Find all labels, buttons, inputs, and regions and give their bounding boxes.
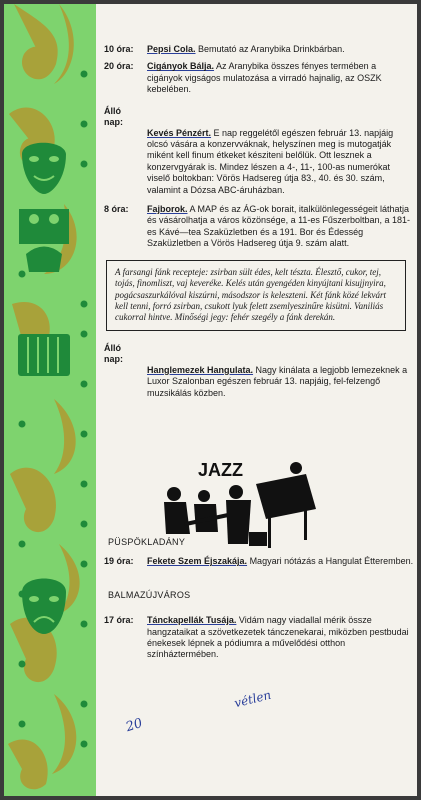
- town-heading: PÜSPÖKLADÁNY: [108, 536, 186, 547]
- list-item: [104, 556, 414, 567]
- ornament-illustration: [4, 4, 96, 796]
- recipe-box: A farsangi fánk recepteje: zsirban sült édes, kelt tészta. Élesztő, cukor, tej, tojás, finomliszt, vaj keveréke. Kelés után gyengéden kinyújtani kisujjnyira, pogácsaszurkálóval kiszúrni, másodszor is keleszteni. Két fánk közé lekvárt kell tenni, forró zsirban, csukott lyuk felett zsemlyeszinűre kisütni. Vaniliás cukorral hintve. Minőségi jegy: fehér szegély a fánk derekán.: [106, 260, 406, 331]
- town-heading: BALMAZÚJVÁROS: [108, 589, 191, 600]
- list-item: [104, 44, 414, 55]
- entry-title: Fajborok.: [147, 204, 188, 215]
- decorative-sidebar: [4, 4, 96, 796]
- handwritten-note: 20: [124, 715, 145, 736]
- jazz-band-illustration: [156, 454, 326, 554]
- list-item: [104, 61, 414, 95]
- list-item: [104, 106, 414, 196]
- entry-title: Kevés Pénzért.: [147, 127, 212, 138]
- entry-text: Vidám nagy viadallal mérik össze hangzataikat a szövetkezetek tánczenekarai, miközben pestbudai énekesek lépnek a pódiumra a művelődési otthon színháztermében.: [147, 615, 409, 660]
- entry-time: 17 óra:: [104, 615, 134, 626]
- entry-title: Tánckapellák Tusája.: [147, 615, 237, 626]
- entry-text: Bemutató az Aranybika Drinkbárban.: [195, 44, 345, 54]
- program-page: [4, 4, 417, 796]
- entry-time: 19 óra:: [104, 556, 134, 567]
- entry-text: Az Aranybika összes fényes termében a cigányok vigságos mulatozása a virradó hajnalig, az OSZK kebelében.: [147, 61, 382, 95]
- entry-text: Nagy kinálata a legjobb lemezeknek a Luxor Szalonban egészen február 13. napjáig, fel-felzengő muzsikálás közben.: [147, 364, 408, 398]
- entry-time: Álló nap:: [104, 342, 123, 365]
- handwritten-note: vétlen: [232, 687, 273, 711]
- entry-text: E nap reggelétől egészen február 13. napjáig olcsó vására a konzervváknak, helyszínen meg is mutogatják miként kell finum étkeket késziteni belőlük. Ott lesznek a konzervgyárak is. Mindez lészen a 4-, 11-, 100-as numerókat viselő boltokban: Vörös Hadsereg útja 83., 40. és 30. szám, valamint a Dózsa ABC-áruházban.: [147, 127, 394, 195]
- entry-title: Hanglemezek Hangulata.: [147, 364, 254, 375]
- entry-time: Álló nap:: [104, 105, 123, 128]
- entry-time: 10 óra:: [104, 44, 134, 54]
- entry-time: 20 óra:: [104, 61, 134, 72]
- entry-title: Fekete Szem Éjszakája.: [147, 556, 248, 567]
- list-item: [104, 343, 414, 399]
- list-item: [104, 615, 414, 661]
- accordion-icon: [18, 334, 70, 376]
- jazz-label: JAZZ: [198, 460, 243, 480]
- program-listing: [104, 44, 414, 667]
- list-item: [104, 204, 414, 250]
- entry-time: 8 óra:: [104, 204, 129, 215]
- entry-title: Pepsi Cola.: [147, 44, 196, 54]
- entry-title: Cigányok Bálja.: [147, 61, 215, 72]
- entry-text: A MAP és az ÁG-ok borait, italkülönlegességeit láthatja és vásárolhatja a város közönsége, a 11-es Fűszerboltban, a 181-es Kávé—tea Szaküzletben és a 191. Bor és Édesség Szaküzletben a Vörös Hadsereg útja 9. szám alatt.: [147, 204, 410, 249]
- entry-text: Magyari nótázás a Hangulat Étteremben.: [247, 556, 414, 567]
